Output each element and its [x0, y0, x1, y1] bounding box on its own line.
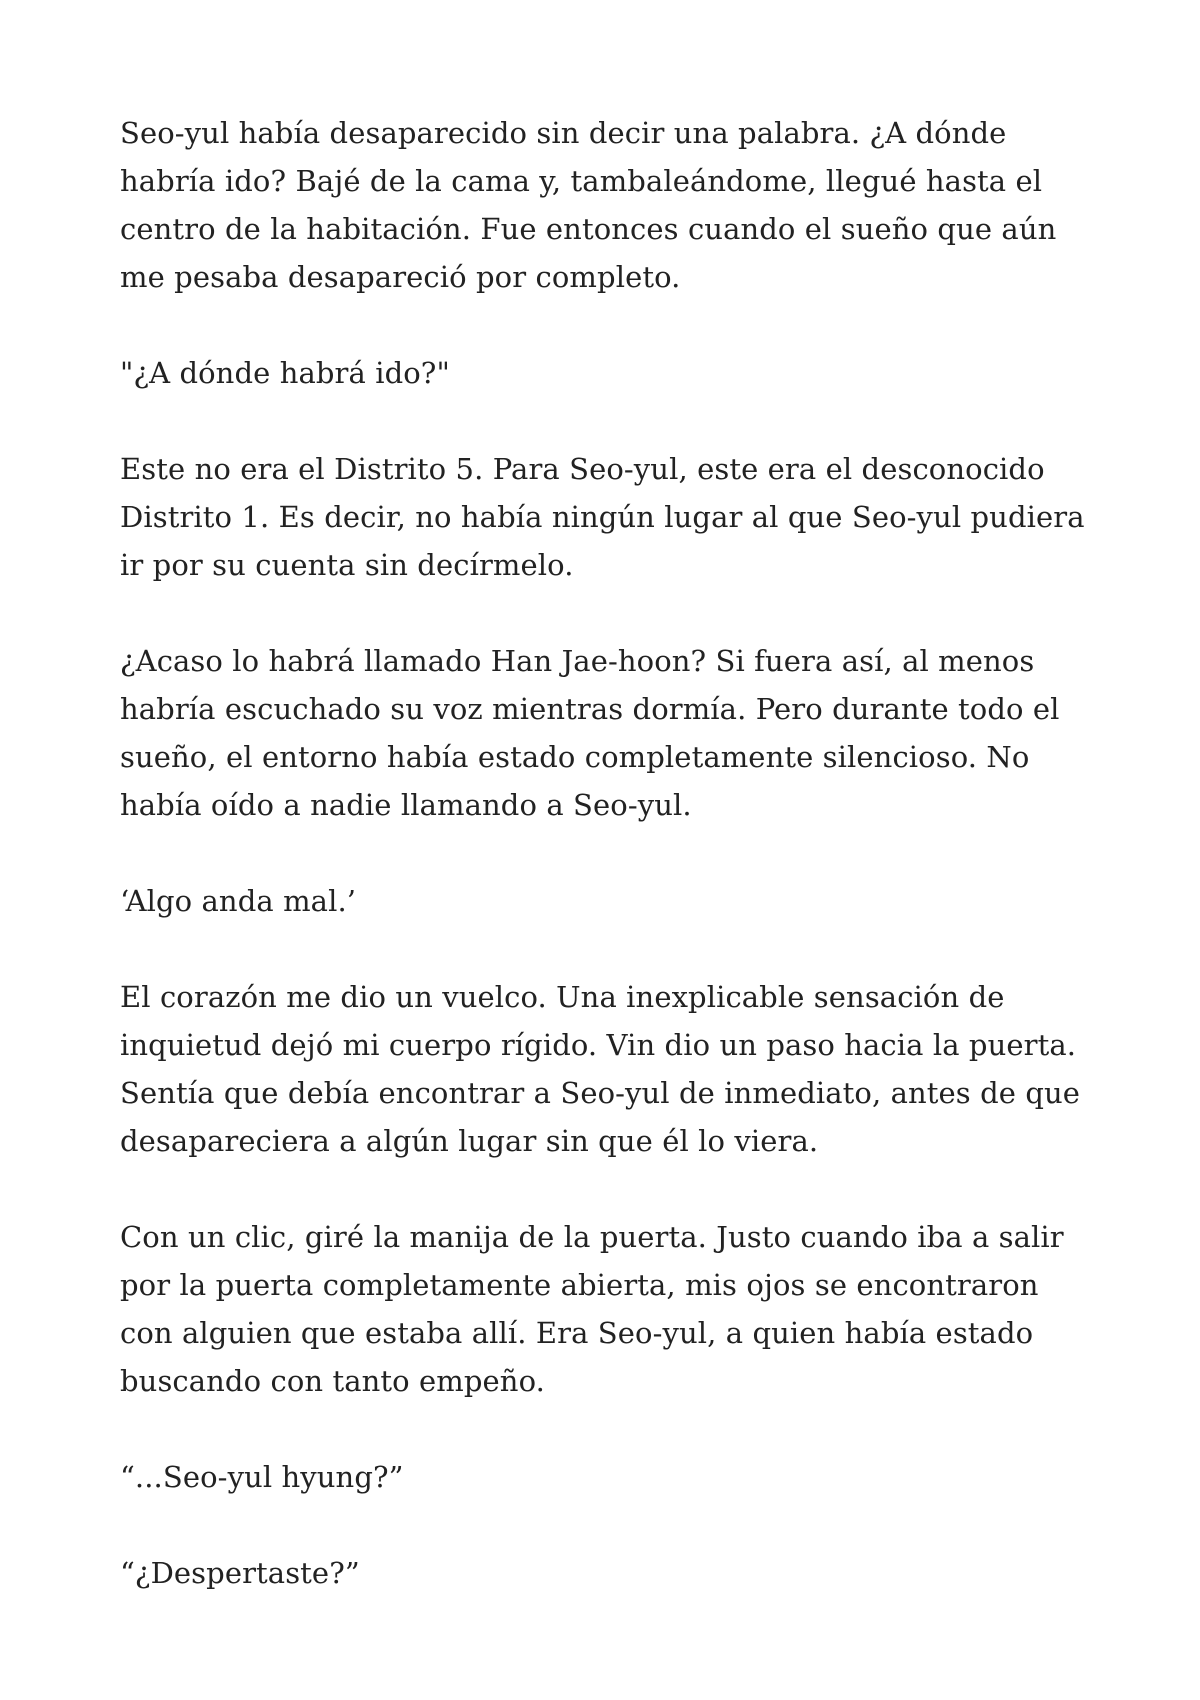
paragraph-8-dialogue: “...Seo-yul hyung?” — [120, 1460, 404, 1494]
document-page — [120, 109, 1090, 1597]
paragraph-2-dialogue: "¿A dónde habrá ido?" — [120, 356, 450, 390]
paragraph-4: ¿Acaso lo habrá llamado Han Jae-hoon? Si fuera así, al menos habría escuchado su voz mientras dormía. Pero durante todo el sueño, el entorno había estado completamente silencioso. No había oído a nadie llamando a Seo-yul. — [120, 644, 1060, 822]
paragraph-6: El corazón me dio un vuelco. Una inexplicable sensación de inquietud dejó mi cuerpo rígido. Vin dio un paso hacia la puerta. Sentía que debía encontrar a Seo-yul de inmediato, antes de que desapareciera a algún lugar sin que él lo viera. — [120, 980, 1081, 1158]
paragraph-9-dialogue: “¿Despertaste?” — [120, 1556, 360, 1590]
paragraph-5-thought: ‘Algo anda mal.’ — [120, 884, 357, 918]
paragraph-3: Este no era el Distrito 5. Para Seo-yul, este era el desconocido Distrito 1. Es decir, no había ningún lugar al que Seo-yul pudiera ir por su cuenta sin decírmelo. — [120, 452, 1085, 582]
paragraph-7: Con un clic, giré la manija de la puerta. Justo cuando iba a salir por la puerta completamente abierta, mis ojos se encontraron con alguien que estaba allí. Era Seo-yul, a quien había estado buscando con tanto empeño. — [120, 1220, 1064, 1398]
paragraph-1: Seo-yul había desaparecido sin decir una palabra. ¿A dónde habría ido? Bajé de la cama y, tambaleándome, llegué hasta el centro de la habitación. Fue entonces cuando el sueño que aún me pesaba desapareció por completo. — [120, 116, 1057, 294]
